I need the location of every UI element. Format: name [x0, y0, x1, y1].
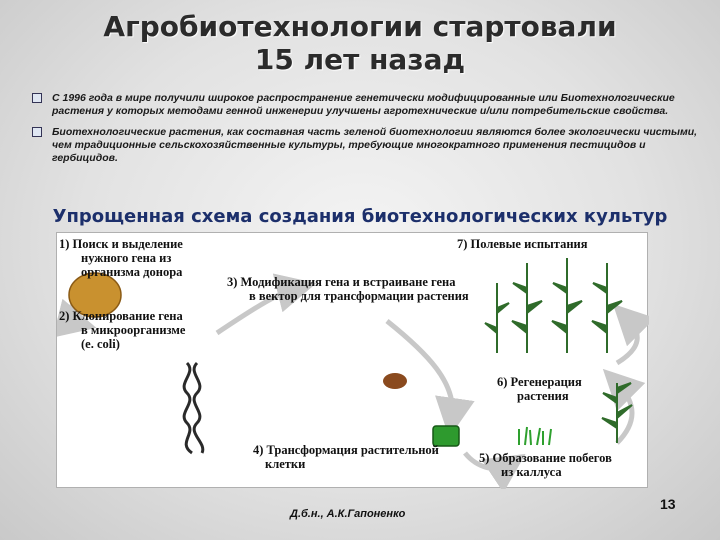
step-2-label: 2) Клонирование гена в микроорганизме (e. coli) — [59, 309, 186, 351]
step-3-label: 3) Модификация гена и встраиване гена в вектор для трансформации растения — [227, 275, 469, 303]
field-plants-icon — [485, 258, 622, 353]
bullet-text-1: С 1996 года в мире получили широкое распространение генетически модифицированные или Биотехнологические растения у которых методами генной инженерии улучшены агротехнические и/или потребительские свойства. — [52, 92, 675, 117]
step-5-label: 5) Образование побегов из каллуса — [479, 451, 612, 479]
slide-title — [0, 10, 720, 76]
page-number: 13 — [660, 496, 676, 512]
bullet-text-2: Биотехнологические растения, как составная часть зеленой биотехнологии являются более экологически чистыми, чем традиционные сельскохозяйственные культуры, требующие многократного применения пестицидов и гербицидов. — [52, 126, 698, 164]
checkbox-bullet-icon — [32, 127, 42, 137]
title-line-1: Агробиотехнологии стартовали — [103, 10, 617, 43]
bullet-item-2 — [30, 126, 700, 165]
bullet-list — [30, 92, 700, 173]
checkbox-bullet-icon — [32, 93, 42, 103]
bullet-item-1 — [30, 92, 700, 118]
callus-shoots-icon — [519, 427, 551, 445]
title-line-2: 15 лет назад — [254, 43, 466, 76]
brown-cell-icon — [383, 373, 407, 389]
author-credit: Д.б.н., А.К.Гапоненко — [290, 508, 406, 520]
step-4-label: 4) Трансформация растительной клетки — [253, 443, 439, 471]
arrow-3-to-4 — [387, 321, 453, 418]
diagram-panel — [56, 232, 648, 488]
diagram-subtitle: Упрощенная схема создания биотехнологических культур — [52, 206, 668, 227]
dna-helix-icon — [184, 363, 203, 453]
arrow-6-to-7 — [617, 318, 637, 363]
step-6-label: 6) Регенерация растения — [497, 375, 582, 403]
step-1-label: 1) Поиск и выделение нужного гена из организма донора — [59, 237, 183, 279]
step-7-label: 7) Полевые испытания — [457, 237, 588, 251]
